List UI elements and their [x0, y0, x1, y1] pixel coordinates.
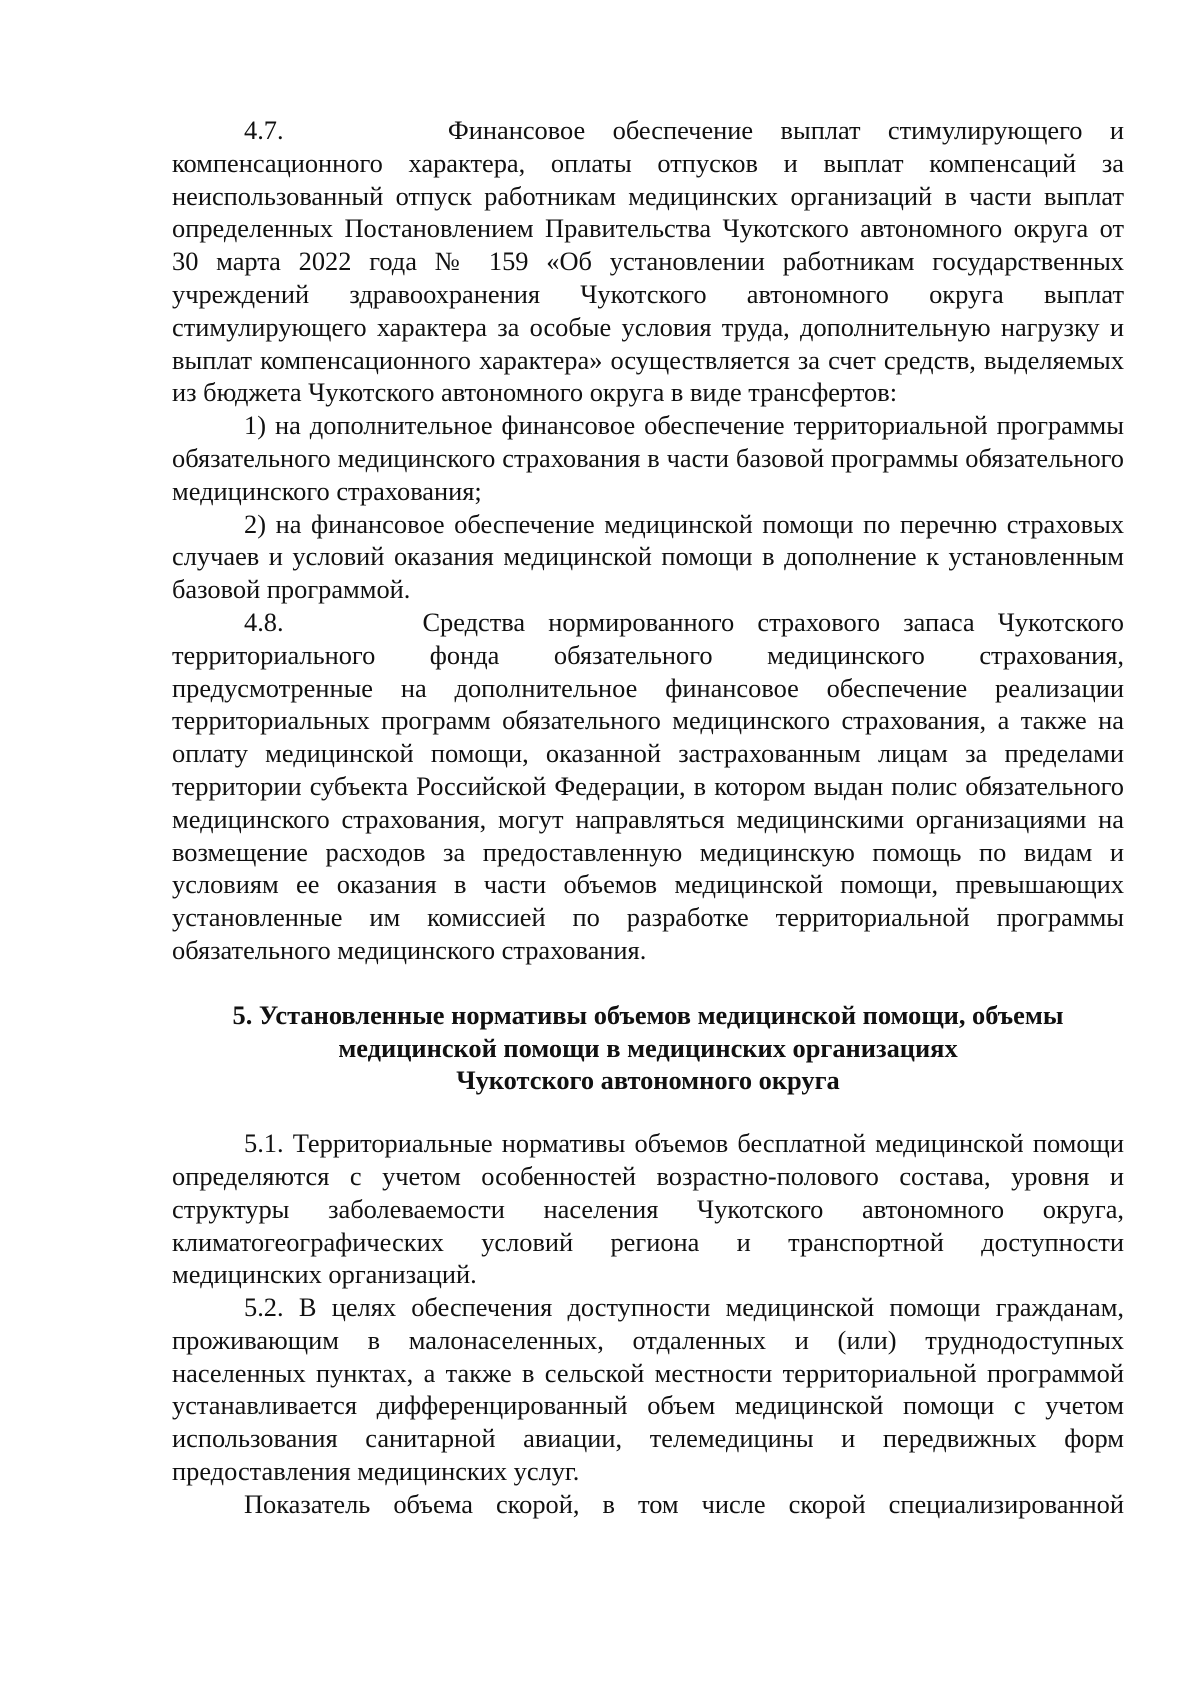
paragraph-4-8: 4.8. Средства нормированного страхового запаса Чукотского территориального фонда обязательного медицинского страхования, предусмотренные на дополнительное финансовое обеспечение реализации территориальных программ обязательного медицинского страхования, а также на оплату медицинской помощи, оказанной застрахованным лицам за пределами территории субъекта Российской Федерации, в котором выдан полис обязательного медицинского страхования, могут направляться медицинскими организациями на возмещение расходов за предоставленную медицинскую помощь по видам и условиям ее оказания в части объемов медицинской помощи, превышающих установленные им комиссией по разработке территориальной программы обязательного медицинского страхования. — [172, 606, 1124, 965]
heading-line-1: 5. Установленные нормативы объемов медицинской помощи, объемы — [232, 999, 1064, 1030]
paragraph-4-7: 4.7. Финансовое обеспечение выплат стимулирующего и компенсационного характера, оплаты отпусков и выплат компенсаций за неиспользованный отпуск работникам медицинских организаций в части выплат определенных Постановлением Правительства Чукотского автономного округа от 30 марта 2022 года № 159 «Об установлении работникам государственных учреждений здравоохранения Чукотского автономного округа выплат стимулирующего характера за особые условия труда, дополнительную нагрузку и выплат компенсационного характера» осуществляется за счет средств, выделяемых из бюджета Чукотского автономного округа в виде трансфертов: — [172, 115, 1124, 408]
paragraph-5-1: 5.1. Территориальные нормативы объемов бесплатной медицинской помощи определяются с учетом особенностей возрастно-полового состава, уровня и структуры заболеваемости населения Чукотского автономного округа, климатогеографических условий региона и транспортной доступности медицинских организаций. — [172, 1128, 1124, 1290]
list-item-1: 1) на дополнительное финансовое обеспечение территориальной программы обязательного медицинского страхования в части базовой программы обязательного медицинского страхования; — [172, 410, 1124, 506]
document-page — [172, 114, 1124, 1521]
heading-line-2: медицинской помощи в медицинских организациях — [338, 1032, 958, 1063]
section-5-heading — [172, 999, 1124, 1097]
heading-line-3: Чукотского автономного округа — [456, 1065, 840, 1096]
list-item-2: 2) на финансовое обеспечение медицинской помощи по перечню страховых случаев и условий оказания медицинской помощи в дополнение к установленным базовой программой. — [172, 508, 1124, 605]
paragraph-ambulance-indicator: Показатель объема скорой, в том числе скорой специализированной — [244, 1488, 1124, 1519]
paragraph-5-2: 5.2. В целях обеспечения доступности медицинской помощи гражданам, проживающим в малонаселенных, отдаленных и (или) труднодоступных населенных пунктах, а также в сельской местности территориальной программой устанавливается дифференцированный объем медицинской помощи с учетом использования санитарной авиации, телемедицины и передвижных форм предоставления медицинских услуг. — [172, 1292, 1124, 1487]
